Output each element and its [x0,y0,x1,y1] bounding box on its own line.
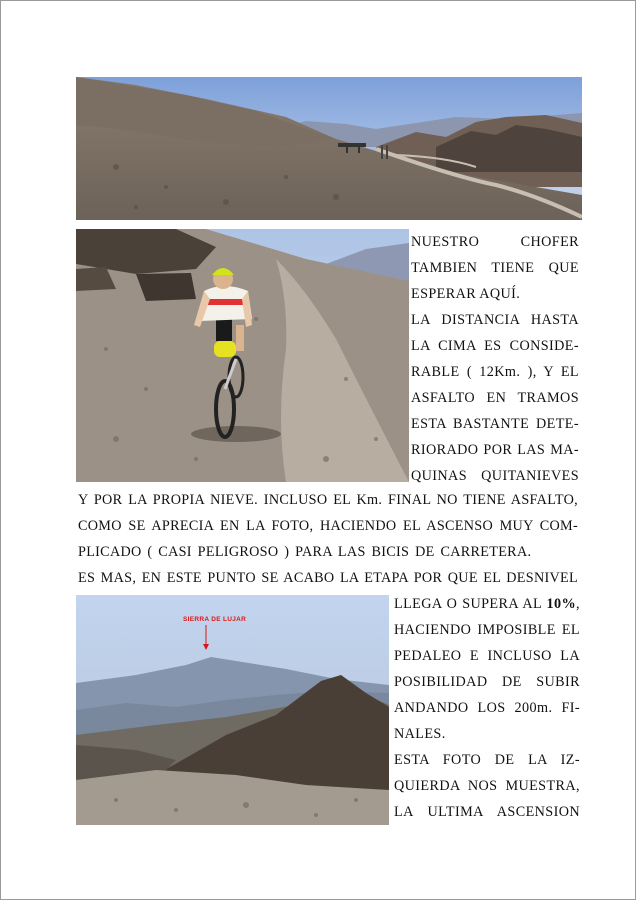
text-line-full: ES MAS, EN ESTE PUNTO SE ACABO LA ETAPA POR QUE EL DESNIVEL [78,570,578,586]
text-line: LA DISTANCIA HASTA [411,312,579,328]
text-line: POSIBILIDAD DE SUBIR [394,674,580,690]
text-line: RABLE ( 12Km. ), Y EL [411,364,579,380]
text-line: QUIERDA NOS MUESTRA, [394,778,580,794]
text-line: LA ULTIMA ASCENSION [394,804,580,820]
text-fragment: LLEGA O SUPERA AL [394,596,547,612]
text-line: NUESTRO CHOFER [411,234,579,250]
cyclist-photo [76,229,409,482]
text-line-full: Y POR LA PROPIA NIEVE. INCLUSO EL Km. FINAL NO TIENE ASFALTO, [78,492,578,508]
text-line: ESTA BASTANTE DETE- [411,416,579,432]
text-line-full: PLICADO ( CASI PELIGROSO ) PARA LAS BICIS DE CARRETERA. [78,544,532,560]
text-line: HACIENDO IMPOSIBLE EL [394,622,580,638]
sierra-annotation-label: SIERRA DE LUJAR [183,616,247,623]
text-line: RIORADO POR LAS MA- [411,442,579,458]
text-line [394,591,580,617]
text-line: ESTA FOTO DE LA IZ- [394,752,580,768]
text-line: NALES. [394,726,446,742]
text-fragment: , [576,596,580,612]
mountain-panorama-photo [76,77,582,220]
gradient-percent: 10% [546,596,577,612]
text-column-right-lower [394,591,580,825]
text-line: ASFALTO EN TRAMOS [411,390,579,406]
text-line: ANDANDO LOS 200m. FI- [394,700,580,716]
text-column-right-upper [411,229,579,489]
text-line-full: COMO SE APRECIA EN LA FOTO, HACIENDO EL ASCENSO MUY COM- [78,518,578,534]
text-line: ESPERAR AQUÍ. [411,286,521,302]
text-line: PEDALEO E INCLUSO LA [394,648,580,664]
text-line: TAMBIEN TIENE QUE [411,260,579,276]
sierra-de-lujar-photo [76,595,389,825]
text-line: QUINAS QUITANIEVES [411,468,579,484]
text-line: LA CIMA ES CONSIDE- [411,338,579,354]
